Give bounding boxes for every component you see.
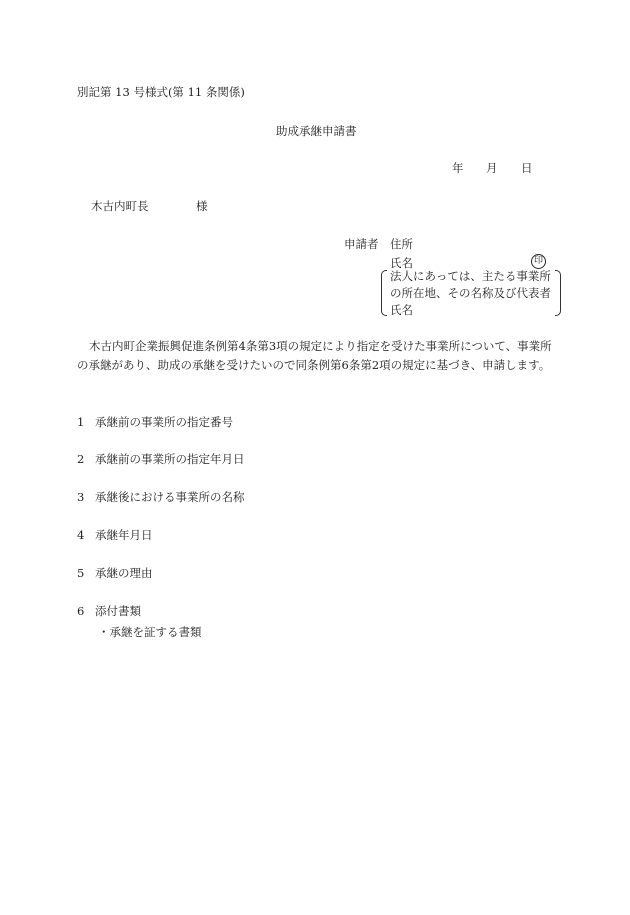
recipient-name: 木古内町長 bbox=[91, 199, 149, 213]
item-label: 承継年月日 bbox=[95, 528, 153, 542]
name-label: 氏名 bbox=[390, 256, 413, 270]
item-number: 1 bbox=[77, 415, 85, 429]
form-number-label: 別記第 13 号様式(第 11 条関係) bbox=[77, 85, 245, 99]
address-label: 住所 bbox=[390, 237, 413, 251]
item-label: 承継後における事業所の名称 bbox=[95, 490, 245, 504]
item-label: 承継前の事業所の指定年月日 bbox=[95, 452, 245, 466]
item-number: 5 bbox=[77, 566, 85, 580]
item-label: 承継前の事業所の指定番号 bbox=[95, 415, 233, 429]
list-item bbox=[77, 565, 153, 581]
item-number: 2 bbox=[77, 452, 85, 466]
left-bracket bbox=[381, 270, 387, 316]
recipient-honorific: 様 bbox=[196, 199, 208, 213]
seal-mark-icon: 印 bbox=[531, 254, 546, 269]
corporate-note-line-2: の所在地、その名称及び代表者 bbox=[390, 286, 551, 300]
right-bracket bbox=[555, 270, 561, 316]
item-label: 承継の理由 bbox=[95, 566, 153, 580]
item-label: 添付書類 bbox=[95, 604, 141, 618]
corporate-note bbox=[381, 268, 561, 318]
item-number: 4 bbox=[77, 528, 85, 542]
list-item bbox=[77, 527, 153, 543]
attachment-sub-item: ・承継を証する書類 bbox=[98, 625, 202, 639]
item-number: 6 bbox=[77, 604, 85, 618]
item-number: 3 bbox=[77, 490, 85, 504]
list-item bbox=[77, 489, 245, 505]
corporate-note-line-3: 氏名 bbox=[390, 303, 413, 317]
corporate-note-line-1: 法人にあっては、主たる事業所 bbox=[390, 269, 551, 283]
document-title: 助成承継申請書 bbox=[276, 124, 357, 138]
list-item bbox=[77, 414, 233, 430]
list-item bbox=[77, 603, 141, 619]
date-day-label: 日 bbox=[521, 161, 533, 175]
list-item bbox=[77, 451, 245, 467]
applicant-label: 申請者 bbox=[344, 237, 379, 251]
date-month-label: 月 bbox=[486, 161, 498, 175]
date-year-label: 年 bbox=[452, 161, 464, 175]
body-paragraph: 木古内町企業振興促進条例第4条第3項の規定により指定を受けた事業所について、事業所の承継があり、助成の承継を受けたいので同条例第6条第2項の規定に基づき、申請します。 bbox=[77, 339, 552, 372]
